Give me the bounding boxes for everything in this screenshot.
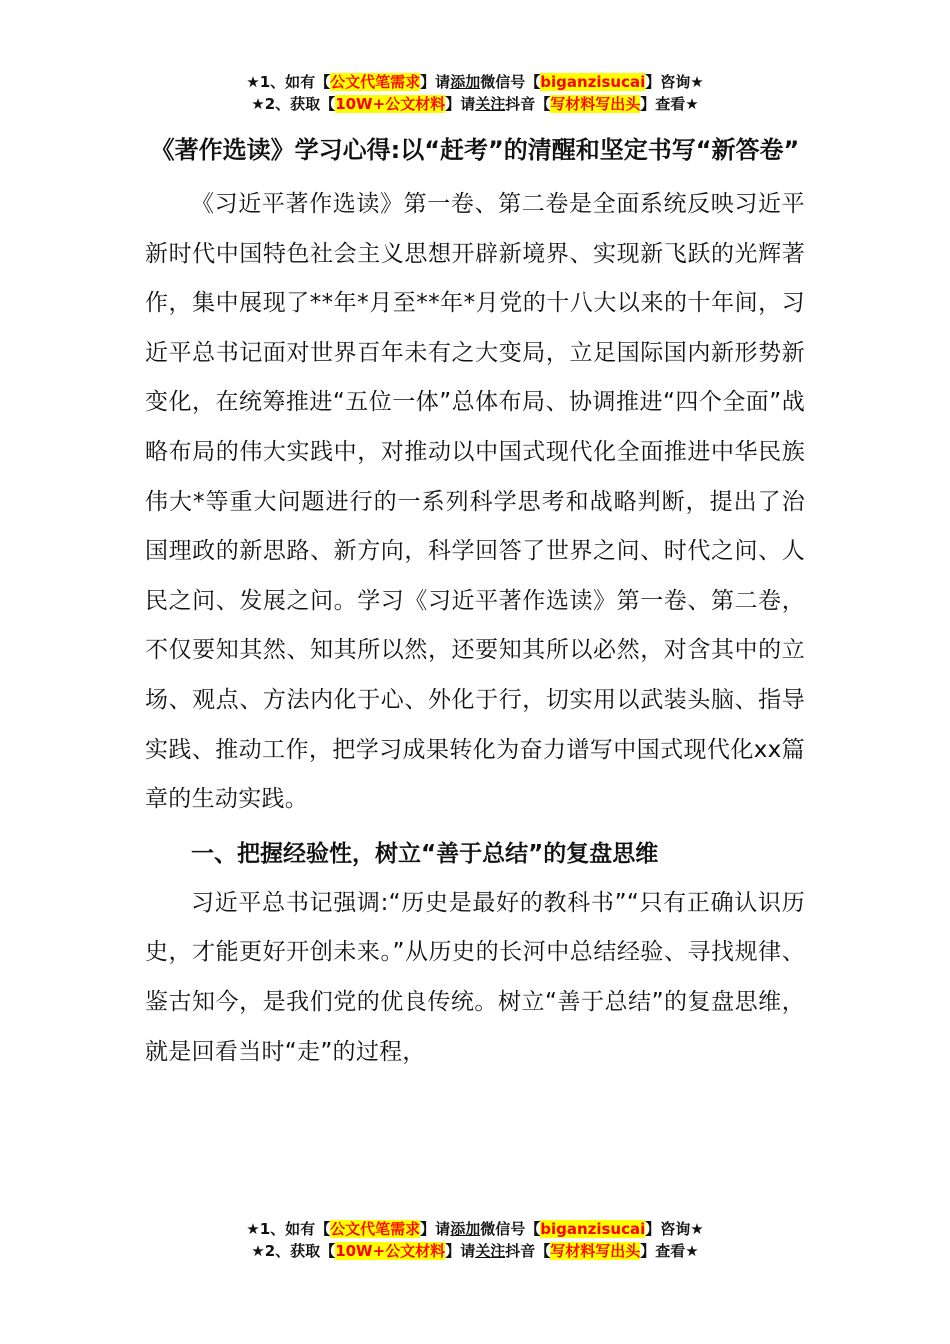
promo-banner-bottom (0, 1218, 950, 1262)
document-title: 《著作选读》学习心得:以“赶考”的清醒和坚定书写“新答卷” (150, 136, 800, 164)
promo-line-1: ★1、如有【公文代笔需求】请添加微信号【biganzisucai】咨询★ (246, 1220, 704, 1238)
promo-highlight: 公文代笔需求 (330, 73, 421, 91)
promo-line-1: ★1、如有【公文代笔需求】请添加微信号【biganzisucai】咨询★ (246, 73, 704, 91)
wechat-id: biganzisucai (540, 73, 646, 91)
wechat-id: biganzisucai (540, 1220, 646, 1238)
promo-highlight: 10W+公文材料 (335, 1242, 446, 1260)
paragraph: 习近平总书记强调:“历史是最好的教科书”“只有正确认识历史，才能更好开创未来。”从历史的长河中总结经验、寻找规律、鉴古知今，是我们党的优良传统。树立“善于总结”的复盘思维，就是回看当时“走”的过程， (145, 889, 805, 1065)
promo-line-2: ★2、获取【10W+公文材料】请关注抖音【写材料写出头】查看★ (251, 1242, 699, 1260)
promo-banner-top (0, 71, 950, 115)
douyin-id: 写材料写出头 (550, 95, 641, 113)
promo-highlight: 公文代笔需求 (330, 1220, 421, 1238)
douyin-id: 写材料写出头 (550, 1242, 641, 1260)
promo-line-2: ★2、获取【10W+公文材料】请关注抖音【写材料写出头】查看★ (251, 95, 699, 113)
paragraph: 《习近平著作选读》第一卷、第二卷是全面系统反映习近平新时代中国特色社会主义思想开辟新境界、实现新飞跃的光辉著作，集中展现了**年*月至**年*月党的十八大以来的十年间，习近平总书记面对世界百年未有之大变局，立足国际国内新形势新变化，在统筹推进“五位一体”总体布局、协调推进“四个全面”战略布局的伟大实践中，对推动以中国式现代化全面推进中华民族伟大*等重大问题进行的一系列科学思考和战略判断，提出了治国理政的新思路、新方向，科学回答了世界之问、时代之问、人民之问、发展之问。学习《习近平著作选读》第一卷、第二卷，不仅要知其然、知其所以然，还要知其所以必然，对含其中的立场、观点、方法内化于心、外化于行，切实用以武装头脑、指导实践、推动工作，把学习成果转化为奋力谱写中国式现代化xx篇章的生动实践。 (145, 191, 805, 813)
section-heading: 一、把握经验性，树立“善于总结”的复盘思维 (191, 840, 659, 867)
document-body (145, 126, 805, 1077)
promo-highlight: 10W+公文材料 (335, 95, 446, 113)
